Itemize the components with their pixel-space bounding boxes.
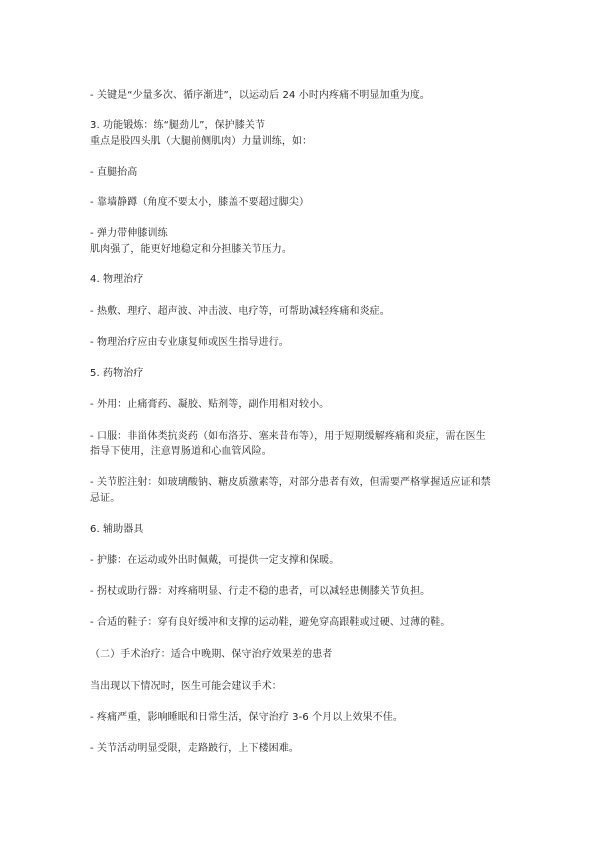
bullet-text: - 物理治疗应由专业康复师或医生指导进行。 bbox=[90, 337, 289, 348]
bullet-text: - 外用：止痛膏药、凝胶、贴剂等，副作用相对较小。 bbox=[90, 399, 330, 410]
bullet-text: - 靠墙静蹲（角度不要太小，膝盖不要超过脚尖） bbox=[90, 197, 310, 208]
bullet-text: - 口服：非甾体类抗炎药（如布洛芬、塞来昔布等），用于短期缓解疼痛和炎症，需在医生 bbox=[90, 431, 486, 442]
paragraph-text: 肌肉强了，能更好地稳定和分担膝关节压力。 bbox=[90, 244, 292, 255]
paragraph-text: 当出现以下情况时，医生可能会建议手术： bbox=[90, 681, 282, 692]
bullet-text: - 热敷、理疗、超声波、冲击波、电疗等，可帮助减轻疼痛和炎症。 bbox=[90, 306, 390, 317]
bullet-text: - 疼痛严重，影响睡眠和日常生活，保守治疗 3-6 个月以上效果不佳。 bbox=[90, 712, 403, 723]
bullet-text: - 关键是“少量多次、循序渐进”，以运动后 24 小时内疼痛不明显加重为度。 bbox=[90, 90, 431, 101]
bullet-text: - 弹力带伸膝训练 bbox=[90, 228, 168, 239]
bullet-text: - 合适的鞋子：穿有良好缓冲和支撑的运动鞋，避免穿高跟鞋或过硬、过薄的鞋。 bbox=[90, 617, 451, 628]
section-heading-aids: 6. 辅助器具 bbox=[90, 524, 144, 535]
bullet-text: - 关节腔注射：如玻璃酸钠、糖皮质激素等，对部分患者有效，但需要严格掌握适应证和禁 bbox=[90, 477, 491, 488]
bullet-text: - 直腿抬高 bbox=[90, 167, 138, 178]
continuation-text: 指导下使用，注意胃肠道和心血管风险。 bbox=[90, 446, 272, 457]
section-heading-exercise: 3. 功能锻炼：练“腿劲儿”，保护膝关节 bbox=[90, 120, 266, 131]
continuation-text: 忌证。 bbox=[90, 493, 121, 504]
section-heading-physio: 4. 物理治疗 bbox=[90, 274, 144, 285]
section-heading-surgery: （二）手术治疗：适合中晚期、保守治疗效果差的患者 bbox=[90, 649, 333, 660]
section-heading-medication: 5. 药物治疗 bbox=[90, 368, 144, 379]
paragraph-text: 重点是股四头肌（大腿前侧肌肉）力量训练，如： bbox=[90, 136, 313, 147]
bullet-text: - 关节活动明显受限，走路跛行，上下楼困难。 bbox=[90, 743, 299, 754]
bullet-text: - 护膝：在运动或外出时佩戴，可提供一定支撑和保暖。 bbox=[90, 555, 340, 566]
bullet-text: - 拐杖或助行器：对疼痛明显、行走不稳的患者，可以减轻患侧膝关节负担。 bbox=[90, 586, 431, 597]
